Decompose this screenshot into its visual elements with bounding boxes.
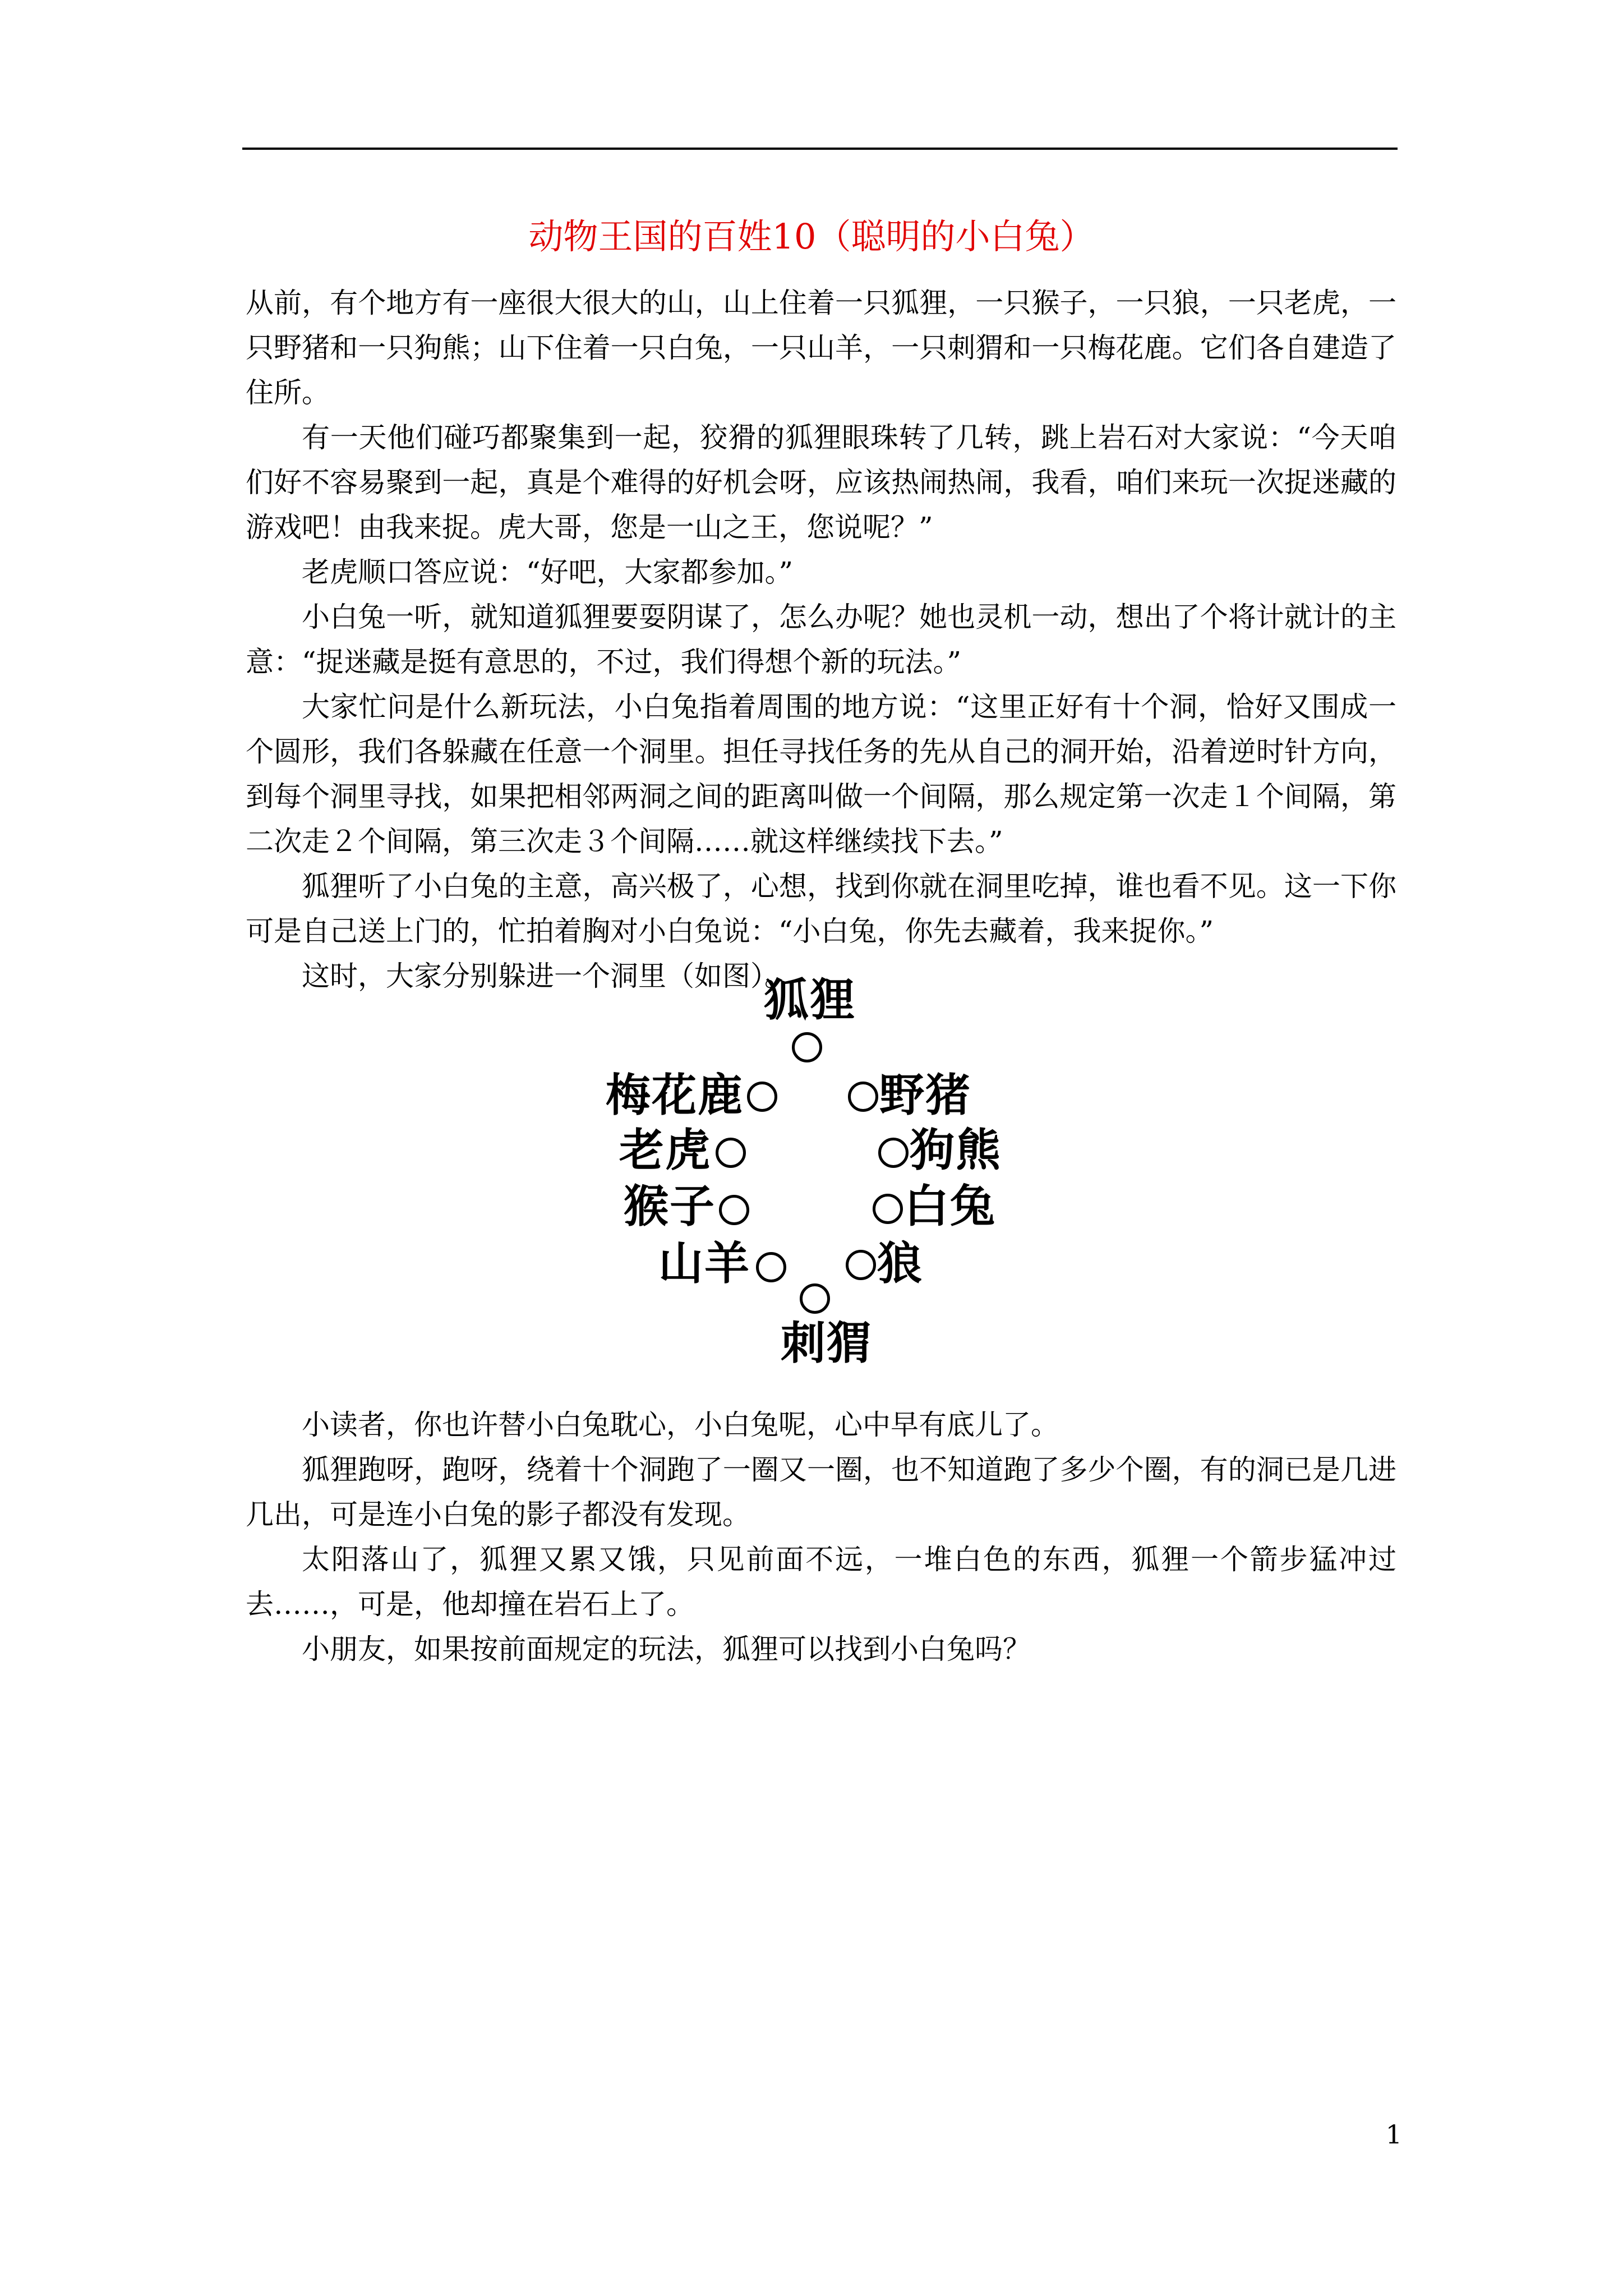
hole-monkey bbox=[719, 1195, 749, 1225]
paragraph: 老虎顺口答应说：“好吧，大家都参加。” bbox=[302, 556, 794, 588]
label-hedgehog: 刺猬 bbox=[781, 1317, 873, 1369]
hole-tiger bbox=[716, 1138, 746, 1168]
paragraph: 狐狸跑呀，跑呀，绕着十个洞跑了一圈又一圈，也不知道跑了多少个圈，有的洞已是几进几出，可是连小白兔的影子都没有发现。 bbox=[246, 1453, 1396, 1531]
hole-deer bbox=[747, 1082, 777, 1112]
page-title: 动物王国的百姓10（聪明的小白兔） bbox=[528, 216, 1095, 257]
paragraph: 有一天他们碰巧都聚集到一起，狡猾的狐狸眼珠转了几转，跳上岩石对大家说：“今天咱们好不容易聚到一起，真是个难得的好机会呀，应该热闹热闹，我看，咱们来玩一次捉迷藏的游戏吧！由我来捉。虎大哥，您是一山之王，您说呢？” bbox=[246, 421, 1396, 544]
hole-bear bbox=[878, 1138, 909, 1168]
paragraph: 大家忙问是什么新玩法，小白兔指着周围的地方说：“这里正好有十个洞，恰好又围成一个圆形，我们各躲藏在任意一个洞里。担任寻找任务的先从自己的洞开始，沿着逆时针方向，到每个洞里寻找，如果把相邻两洞之间的距离叫做一个间隔，那么规定第一次走１个间隔，第二次走２个间隔，第三次走３个间隔……就这样继续找下去。” bbox=[246, 691, 1396, 858]
hole-goat bbox=[756, 1252, 786, 1282]
paragraph: 太阳落山了，狐狸又累又饿，只见前面不远，一堆白色的东西，狐狸一个箭步猛冲过去……，可是，他却撞在岩石上了。 bbox=[246, 1543, 1396, 1621]
hole-hedgehog bbox=[800, 1283, 830, 1314]
paragraph: 小朋友，如果按前面规定的玩法，狐狸可以找到小白兔吗？ bbox=[302, 1633, 1031, 1665]
label-deer: 梅花鹿 bbox=[606, 1069, 744, 1121]
label-bear: 狗熊 bbox=[910, 1124, 1002, 1176]
story-text-after bbox=[246, 1402, 1396, 1672]
hole-fox bbox=[792, 1032, 822, 1062]
header-rule bbox=[242, 148, 1398, 150]
paragraph: 小读者，你也许替小白兔耽心，小白兔呢，心中早有底儿了。 bbox=[302, 1409, 1059, 1441]
page-number: 1 bbox=[1385, 2119, 1402, 2150]
paragraph: 小白兔一听，就知道狐狸要耍阴谋了，怎么办呢？她也灵机一动，想出了个将计就计的主意：“捉迷藏是挺有意思的，不过，我们得想个新的玩法。” bbox=[246, 601, 1396, 678]
label-boar: 野猪 bbox=[879, 1069, 971, 1121]
paragraph: 这时，大家分别躲进一个洞里（如图）。 bbox=[302, 960, 792, 992]
hole-wolf bbox=[846, 1250, 876, 1280]
story-text-before bbox=[246, 280, 1396, 999]
paragraph: 从前，有个地方有一座很大很大的山，山上住着一只狐狸，一只猴子，一只狼，一只老虎，一只野猪和一只狗熊；山下住着一只白兔，一只山羊，一只刺猬和一只梅花鹿。它们各自建造了住所。 bbox=[246, 287, 1396, 409]
label-monkey: 猴子 bbox=[624, 1180, 716, 1232]
label-goat: 山羊 bbox=[658, 1237, 750, 1290]
label-tiger: 老虎 bbox=[619, 1124, 711, 1176]
label-wolf: 狼 bbox=[877, 1237, 923, 1290]
label-fox: 狐狸 bbox=[764, 974, 856, 1026]
holes-diagram bbox=[606, 975, 1021, 1379]
label-rabbit: 白兔 bbox=[904, 1180, 996, 1232]
paragraph: 狐狸听了小白兔的主意，高兴极了，心想，找到你就在洞里吃掉，谁也看不见。这一下你可是自己送上门的，忙拍着胸对小白兔说：“小白兔，你先去藏着，我来捉你。” bbox=[246, 870, 1396, 947]
hole-boar bbox=[848, 1082, 878, 1112]
hole-rabbit bbox=[873, 1194, 903, 1224]
